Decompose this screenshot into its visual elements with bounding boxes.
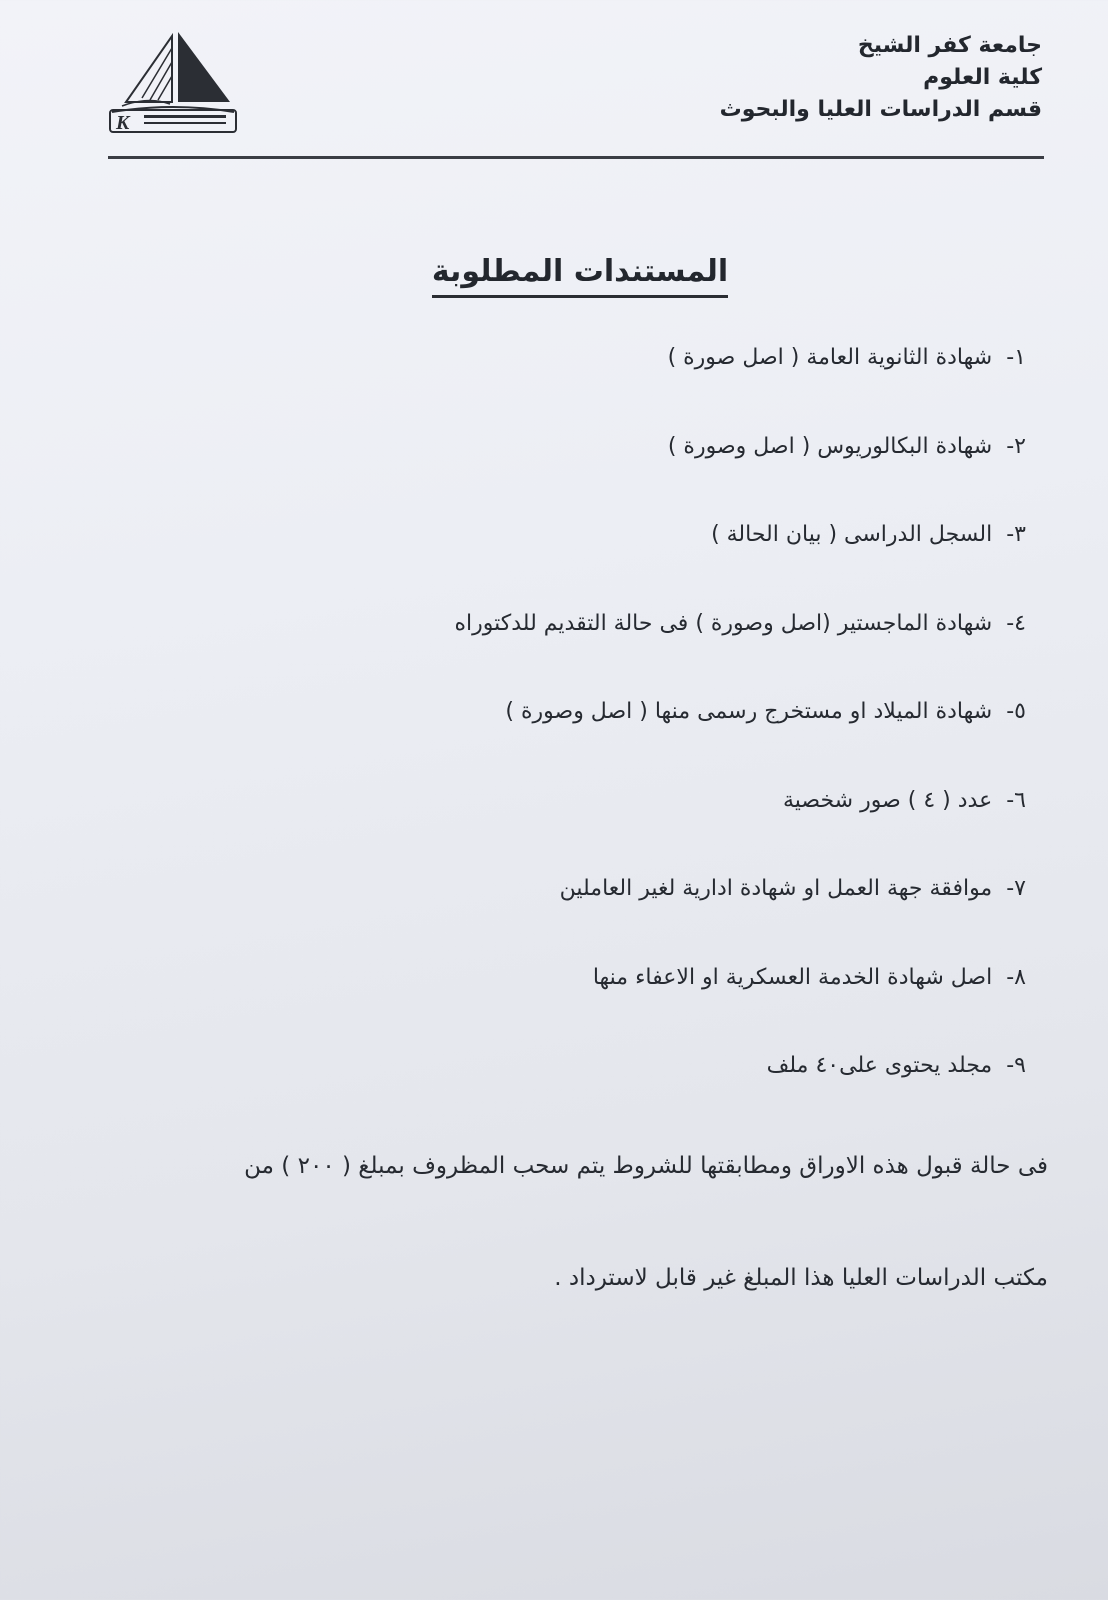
- page-header: [622, 30, 1042, 126]
- item-text: السجل الدراسى ( بيان الحالة ): [711, 522, 993, 547]
- item-number: ٣-: [1006, 522, 1026, 547]
- document-item: [266, 871, 1026, 960]
- item-text: اصل شهادة الخدمة العسكرية او الاعفاء منها: [592, 964, 993, 990]
- item-text: شهادة الثانوية العامة ( اصل صورة ): [667, 345, 993, 370]
- item-number: ٧-: [1006, 876, 1026, 901]
- item-text: شهادة البكالوريوس ( اصل وصورة ): [667, 433, 993, 459]
- item-number: ٦-: [1006, 787, 1026, 813]
- item-number: ٩-: [1006, 1053, 1026, 1078]
- item-text: شهادة الماجستير (اصل وصورة ) فى حالة التقديم للدكتوراه: [454, 610, 993, 636]
- document-item: [266, 1048, 1026, 1137]
- department-name: قسم الدراسات العليا والبحوث: [719, 97, 1042, 122]
- item-number: ٥-: [1006, 699, 1026, 724]
- document-item: [266, 340, 1026, 429]
- faculty-name: كلية العلوم: [923, 65, 1042, 90]
- header-divider: [108, 156, 1044, 159]
- document-item: [266, 429, 1026, 518]
- item-text: عدد ( ٤ ) صور شخصية: [782, 787, 993, 813]
- item-number: ١-: [1006, 345, 1026, 370]
- university-logo: [108, 28, 238, 138]
- fee-note: [128, 1146, 1048, 1370]
- page-title: [0, 254, 1108, 298]
- document-item: [266, 694, 1026, 783]
- item-number: ٤-: [1006, 610, 1026, 636]
- item-text: مجلد يحتوى على٤٠ ملف: [766, 1053, 993, 1078]
- fee-note-line-1: فى حالة قبول هذه الاوراق ومطابقتها للشروط يتم سحب المظروف بمبلغ ( ٢٠٠ ) من: [244, 1153, 1048, 1179]
- fee-note-line-2: مكتب الدراسات العليا هذا المبلغ غير قابل لاسترداد .: [554, 1265, 1048, 1291]
- item-text: شهادة الميلاد او مستخرج رسمى منها ( اصل وصورة ): [505, 699, 993, 724]
- logo-letter: K: [116, 112, 130, 134]
- document-item: [266, 606, 1026, 695]
- item-number: ٢-: [1006, 433, 1026, 459]
- document-item: [266, 960, 1026, 1049]
- page-title-text: المستندات المطلوبة: [432, 254, 728, 298]
- document-item: [266, 783, 1026, 872]
- required-documents-list: [266, 340, 1026, 1137]
- item-number: ٨-: [1006, 964, 1026, 990]
- document-item: [266, 517, 1026, 606]
- university-name: جامعة كفر الشيخ: [857, 33, 1042, 58]
- item-text: موافقة جهة العمل او شهادة ادارية لغير العاملين: [559, 876, 993, 901]
